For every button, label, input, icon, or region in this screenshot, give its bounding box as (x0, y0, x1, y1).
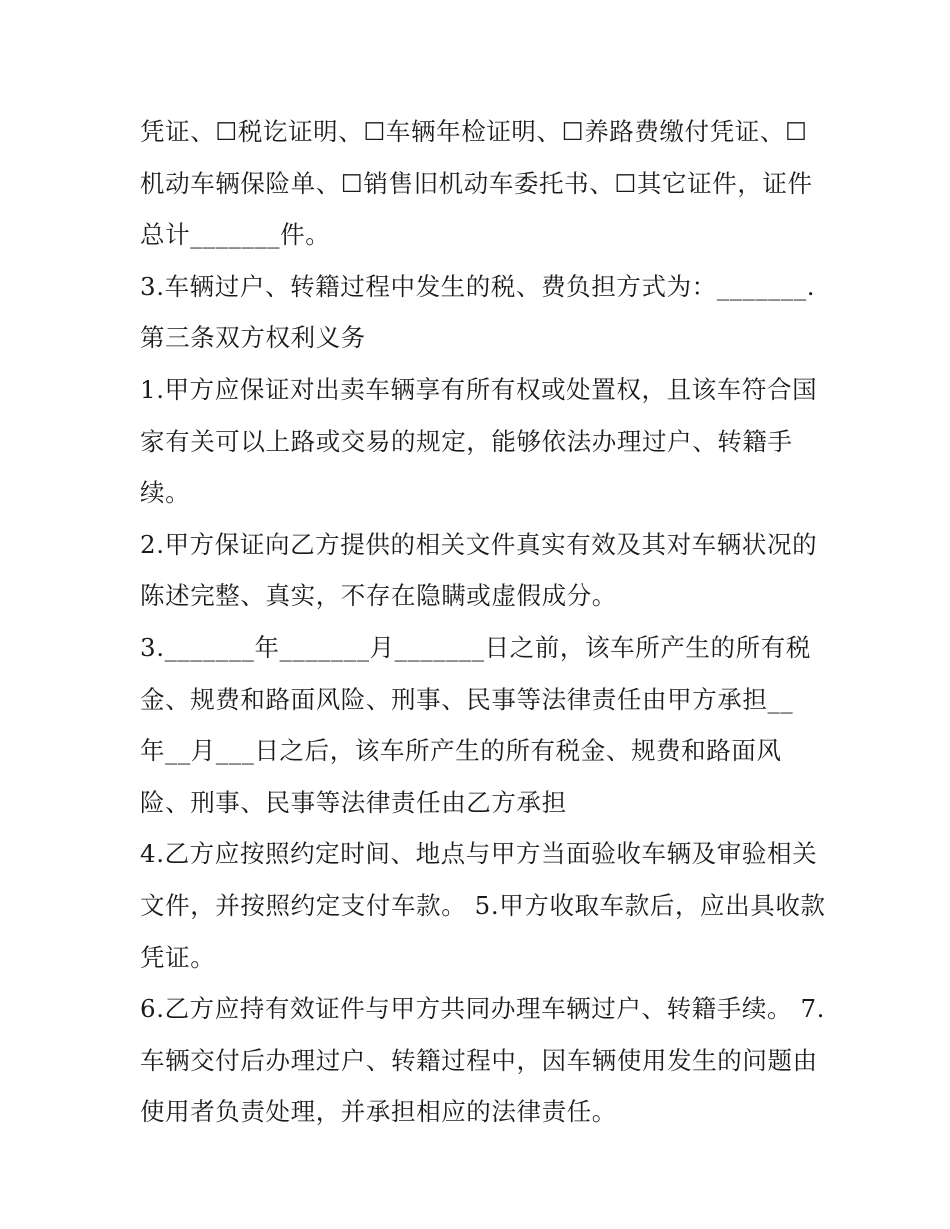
text-line: 3._______年_______月_______日之前，该车所产生的所有税 (140, 632, 811, 662)
text-line: 续。 (140, 478, 191, 508)
text-line: 3.车辆过户、转籍过程中发生的税、费负担方式为：_______. (140, 271, 816, 301)
text-line: 家有关可以上路或交易的规定，能够依法办理过户、转籍手 (140, 426, 793, 456)
contract-text (140, 106, 826, 1138)
text-line: 年__月___日之后，该车所产生的所有税金、规费和路面风 (140, 736, 782, 766)
text-line: 险、刑事、民事等法律责任由乙方承担 (140, 787, 567, 817)
text-line: 1.甲方应保证对出卖车辆享有所有权或处置权，且该车符合国 (140, 374, 818, 404)
text-line: 凭证、☐税讫证明、☐车辆年检证明、☐养路费缴付凭证、☐ (140, 117, 808, 146)
text-line: 6.乙方应持有效证件与甲方共同办理车辆过户、转籍手续。 7. (140, 994, 826, 1024)
text-line: 机动车辆保险单、☐销售旧机动车委托书、☐其它证件，证件 (140, 168, 813, 198)
text-line: 总计_______件。 (140, 220, 331, 250)
text-line: 2.甲方保证向乙方提供的相关文件真实有效及其对车辆状况的 (140, 529, 818, 559)
text-line: 车辆交付后办理过户、转籍过程中，因车辆使用发生的问题由 (140, 1045, 818, 1075)
text-line: 金、规费和路面风险、刑事、民事等法律责任由甲方承担__ (140, 684, 794, 714)
text-line: 使用者负责处理，并承担相应的法律责任。 (140, 1097, 617, 1127)
section-heading: 第三条双方权利义务 (140, 323, 366, 353)
text-line: 陈述完整、真实，不存在隐瞒或虚假成分。 (140, 581, 617, 611)
text-line: 文件，并按照约定支付车款。 5.甲方收取车款后，应出具收款 (140, 890, 826, 920)
text-line: 凭证。 (140, 942, 216, 972)
text-line: 4.乙方应按照约定时间、地点与甲方当面验收车辆及审验相关 (140, 839, 818, 869)
